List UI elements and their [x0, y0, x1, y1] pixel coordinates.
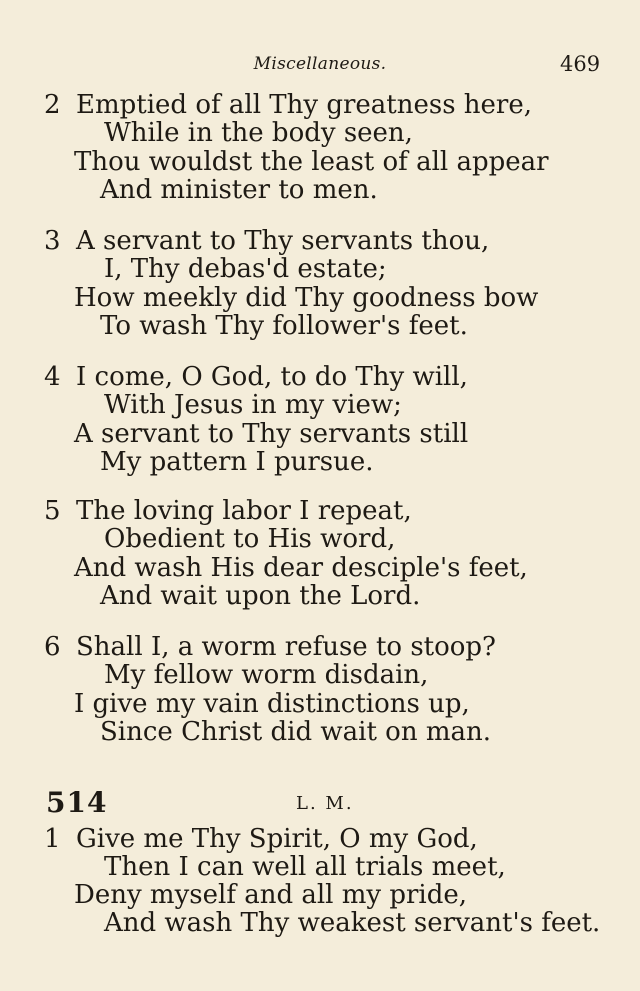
verse-line: Then I can well all trials meet, — [104, 852, 506, 882]
verse-line: The loving labor I repeat, — [76, 496, 412, 526]
verse-line: And wait upon the Lord. — [100, 581, 421, 611]
hymn-number: 514 — [46, 786, 108, 819]
verse-line: A servant to Thy servants still — [74, 419, 469, 449]
verse-number: 6 — [44, 632, 61, 662]
verse-line: While in the body seen, — [104, 118, 413, 148]
verse-line: And wash His dear desciple's feet, — [74, 553, 528, 583]
verse-line: Since Christ did wait on man. — [100, 717, 492, 747]
verse-line: I give my vain distinctions up, — [74, 689, 470, 719]
verse-line: And minister to men. — [100, 175, 378, 205]
hymn-meter: L. M. — [296, 793, 354, 814]
verse-line: I come, O God, to do Thy will, — [76, 362, 468, 392]
verse-line: A servant to Thy servants thou, — [76, 226, 490, 256]
verse-number: 4 — [44, 362, 61, 392]
verse-line: I, Thy debas'd estate; — [104, 254, 387, 284]
verse-number: 2 — [44, 90, 61, 120]
verse-number: 5 — [44, 496, 61, 526]
verse-line: My pattern I pursue. — [100, 447, 374, 477]
verse-line: My fellow worm disdain, — [104, 660, 429, 690]
verse-line: And wash Thy weakest servant's feet. — [104, 908, 601, 938]
page-number: 469 — [560, 52, 601, 76]
verse-line: Deny myself and all my pride, — [74, 880, 468, 910]
verse-line: Thou wouldst the least of all appear — [74, 147, 549, 177]
verse-number: 3 — [44, 226, 61, 256]
verse-line: How meekly did Thy goodness bow — [74, 283, 539, 313]
verse-line: With Jesus in my view; — [104, 390, 402, 420]
verse-number: 1 — [44, 824, 61, 854]
verse-line: Give me Thy Spirit, O my God, — [76, 824, 478, 854]
running-title: Miscellaneous. — [253, 54, 387, 74]
verse-line: Obedient to His word, — [104, 524, 396, 554]
verse-line: To wash Thy follower's feet. — [100, 311, 468, 341]
verse-line: Emptied of all Thy greatness here, — [76, 90, 533, 120]
verse-line: Shall I, a worm refuse to stoop? — [76, 632, 496, 662]
